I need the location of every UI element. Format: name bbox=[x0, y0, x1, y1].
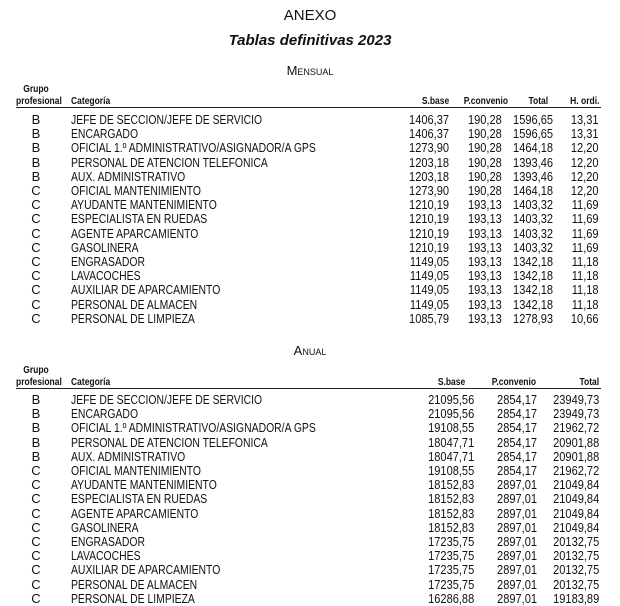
cell-total: 1464,18 bbox=[513, 140, 553, 156]
cell-pconvenio: 193,13 bbox=[468, 282, 502, 298]
cell-categoria: GASOLINERA bbox=[71, 519, 139, 535]
cell-sbase: 1149,05 bbox=[409, 296, 449, 312]
cell-pconvenio: 2897,01 bbox=[497, 491, 537, 507]
cell-total: 19183,89 bbox=[552, 590, 599, 606]
table-row bbox=[0, 255, 620, 269]
table-row bbox=[0, 127, 620, 141]
cell-total: 20901,88 bbox=[552, 448, 599, 464]
cell-grupo: C bbox=[31, 254, 41, 269]
cell-grupo: B bbox=[31, 168, 41, 184]
cell-sbase: 16286,88 bbox=[427, 590, 474, 606]
cell-total: 1342,18 bbox=[513, 268, 553, 284]
table-row bbox=[0, 478, 620, 492]
cell-total: 1342,18 bbox=[513, 282, 553, 298]
cell-grupo: B bbox=[31, 406, 41, 422]
cell-sbase: 19108,55 bbox=[427, 420, 474, 436]
cell-sbase: 1085,79 bbox=[409, 310, 449, 326]
cell-sbase: 1203,18 bbox=[409, 154, 449, 170]
cell-grupo: C bbox=[31, 505, 41, 521]
cell-grupo: C bbox=[31, 183, 41, 198]
cell-categoria: OFICIAL 1.º ADMINISTRATIVO/ASIGNADOR/A GPS bbox=[71, 140, 316, 156]
cell-grupo: C bbox=[31, 310, 41, 326]
cell-total: 1596,65 bbox=[513, 112, 553, 127]
cell-pconvenio: 2897,01 bbox=[497, 505, 537, 521]
cell-pconvenio: 193,13 bbox=[468, 211, 502, 227]
cell-grupo: C bbox=[31, 268, 41, 284]
cell-hordi: 11,18 bbox=[572, 254, 599, 269]
cell-sbase: 17235,75 bbox=[427, 548, 474, 564]
cell-sbase: 17235,75 bbox=[427, 534, 474, 549]
cell-categoria: ENGRASADOR bbox=[71, 254, 145, 269]
cell-categoria: AUX. ADMINISTRATIVO bbox=[71, 168, 186, 184]
document-subtitle: Tablas definitivas 2023 bbox=[228, 32, 392, 49]
cell-hordi: 12,20 bbox=[571, 168, 599, 184]
cell-total: 21962,72 bbox=[552, 420, 599, 436]
document-title: ANEXO bbox=[283, 7, 337, 24]
cell-pconvenio: 193,13 bbox=[468, 197, 502, 213]
cell-pconvenio: 2854,17 bbox=[497, 448, 537, 464]
cell-sbase: 21095,56 bbox=[427, 392, 474, 407]
cell-categoria: GASOLINERA bbox=[71, 239, 139, 255]
cell-pconvenio: 2897,01 bbox=[497, 548, 537, 564]
cell-grupo: C bbox=[31, 519, 41, 535]
header-pconvenio: P.convenio bbox=[491, 377, 536, 388]
header-total: Total bbox=[579, 377, 599, 388]
cell-categoria: PERSONAL DE LIMPIEZA bbox=[71, 590, 195, 606]
table-row bbox=[0, 184, 620, 198]
cell-categoria: PERSONAL DE ATENCION TELEFONICA bbox=[71, 154, 268, 170]
cell-sbase: 17235,75 bbox=[427, 562, 474, 578]
cell-categoria: PERSONAL DE ALMACEN bbox=[71, 576, 198, 592]
section-heading-anual: Anual bbox=[293, 343, 327, 358]
header-sbase: S.base bbox=[437, 377, 465, 388]
header-total: Total bbox=[528, 96, 548, 107]
cell-total: 1278,93 bbox=[513, 310, 553, 326]
cell-hordi: 11,69 bbox=[572, 239, 599, 255]
table-row bbox=[0, 141, 620, 155]
cell-pconvenio: 190,28 bbox=[468, 112, 502, 127]
cell-grupo: B bbox=[31, 420, 41, 436]
cell-sbase: 19108,55 bbox=[427, 463, 474, 478]
cell-sbase: 1273,90 bbox=[409, 183, 449, 198]
cell-sbase: 18152,83 bbox=[427, 505, 474, 521]
cell-total: 1393,46 bbox=[513, 154, 553, 170]
cell-grupo: C bbox=[31, 282, 41, 298]
cell-pconvenio: 193,13 bbox=[468, 225, 502, 241]
table-row bbox=[0, 535, 620, 549]
cell-categoria: AYUDANTE MANTENIMIENTO bbox=[71, 477, 217, 493]
cell-total: 21962,72 bbox=[552, 463, 599, 478]
section-heading-mensual: Mensual bbox=[286, 63, 334, 78]
cell-sbase: 18152,83 bbox=[427, 491, 474, 507]
cell-total: 1342,18 bbox=[513, 254, 553, 269]
cell-categoria: LAVACOCHES bbox=[71, 548, 141, 564]
cell-hordi: 11,18 bbox=[572, 282, 599, 298]
table-row bbox=[0, 492, 620, 506]
cell-pconvenio: 2854,17 bbox=[497, 392, 537, 407]
cell-grupo: C bbox=[31, 491, 41, 507]
header-grupo-1: Grupo bbox=[23, 84, 49, 95]
cell-hordi: 12,20 bbox=[571, 154, 599, 170]
cell-hordi: 10,66 bbox=[571, 310, 599, 326]
cell-hordi: 11,69 bbox=[572, 211, 599, 227]
cell-pconvenio: 193,13 bbox=[468, 239, 502, 255]
cell-grupo: B bbox=[31, 140, 41, 156]
header-grupo-2: profesional bbox=[16, 96, 62, 107]
cell-pconvenio: 2897,01 bbox=[497, 477, 537, 493]
cell-grupo: B bbox=[31, 434, 41, 450]
cell-categoria: ESPECIALISTA EN RUEDAS bbox=[71, 211, 208, 227]
cell-pconvenio: 2897,01 bbox=[497, 590, 537, 606]
cell-hordi: 11,18 bbox=[572, 268, 599, 284]
cell-sbase: 17235,75 bbox=[427, 576, 474, 592]
cell-categoria: AUX. ADMINISTRATIVO bbox=[71, 448, 186, 464]
table-row bbox=[0, 198, 620, 212]
header-hordi: H. ordi. bbox=[569, 96, 599, 107]
cell-pconvenio: 190,28 bbox=[468, 140, 502, 156]
cell-pconvenio: 2854,17 bbox=[497, 406, 537, 422]
cell-total: 20132,75 bbox=[552, 576, 599, 592]
cell-pconvenio: 193,13 bbox=[468, 310, 502, 326]
cell-grupo: B bbox=[31, 126, 41, 142]
cell-pconvenio: 2854,17 bbox=[497, 434, 537, 450]
table-row bbox=[0, 156, 620, 170]
cell-pconvenio: 2854,17 bbox=[497, 463, 537, 478]
cell-sbase: 18047,71 bbox=[427, 448, 474, 464]
cell-pconvenio: 190,28 bbox=[468, 183, 502, 198]
cell-categoria: JEFE DE SECCION/JEFE DE SERVICIO bbox=[71, 112, 263, 127]
cell-total: 21049,84 bbox=[552, 505, 599, 521]
cell-total: 1403,32 bbox=[513, 239, 553, 255]
cell-grupo: B bbox=[31, 112, 41, 127]
table-row bbox=[0, 170, 620, 184]
cell-categoria: ENCARGADO bbox=[71, 126, 139, 142]
cell-pconvenio: 2854,17 bbox=[497, 420, 537, 436]
cell-pconvenio: 193,13 bbox=[468, 296, 502, 312]
header-categoria: Categoría bbox=[71, 96, 111, 107]
cell-categoria: ENGRASADOR bbox=[71, 534, 145, 549]
cell-total: 23949,73 bbox=[552, 406, 599, 422]
cell-hordi: 12,20 bbox=[571, 140, 599, 156]
cell-pconvenio: 193,13 bbox=[468, 268, 502, 284]
cell-grupo: C bbox=[31, 239, 41, 255]
cell-total: 1403,32 bbox=[513, 197, 553, 213]
cell-pconvenio: 190,28 bbox=[468, 154, 502, 170]
cell-pconvenio: 2897,01 bbox=[497, 576, 537, 592]
cell-pconvenio: 2897,01 bbox=[497, 519, 537, 535]
cell-pconvenio: 190,28 bbox=[468, 168, 502, 184]
cell-sbase: 21095,56 bbox=[427, 406, 474, 422]
cell-categoria: PERSONAL DE ALMACEN bbox=[71, 296, 198, 312]
cell-sbase: 1149,05 bbox=[409, 254, 449, 269]
cell-categoria: ENCARGADO bbox=[71, 406, 139, 422]
header-grupo-2: profesional bbox=[16, 377, 62, 388]
header-pconvenio: P.convenio bbox=[463, 96, 508, 107]
cell-grupo: C bbox=[31, 211, 41, 227]
table-row bbox=[0, 283, 620, 297]
table-row bbox=[0, 113, 620, 127]
cell-hordi: 11,69 bbox=[572, 225, 599, 241]
cell-total: 1596,65 bbox=[513, 126, 553, 142]
table-row bbox=[0, 563, 620, 577]
cell-sbase: 18152,83 bbox=[427, 477, 474, 493]
table-row bbox=[0, 521, 620, 535]
table-row bbox=[0, 450, 620, 464]
table-row bbox=[0, 578, 620, 592]
cell-total: 21049,84 bbox=[552, 477, 599, 493]
cell-grupo: C bbox=[31, 534, 41, 549]
cell-sbase: 1210,19 bbox=[409, 225, 449, 241]
cell-grupo: C bbox=[31, 562, 41, 578]
cell-total: 23949,73 bbox=[552, 392, 599, 407]
cell-grupo: C bbox=[31, 548, 41, 564]
cell-sbase: 1210,19 bbox=[409, 239, 449, 255]
cell-grupo: C bbox=[31, 197, 41, 213]
cell-grupo: B bbox=[31, 448, 41, 464]
cell-hordi: 11,18 bbox=[572, 296, 599, 312]
cell-grupo: B bbox=[31, 154, 41, 170]
header-categoria: Categoría bbox=[71, 377, 111, 388]
cell-total: 1393,46 bbox=[513, 168, 553, 184]
cell-categoria: PERSONAL DE LIMPIEZA bbox=[71, 310, 195, 326]
table-row bbox=[0, 549, 620, 563]
cell-sbase: 1273,90 bbox=[409, 140, 449, 156]
cell-total: 20901,88 bbox=[552, 434, 599, 450]
table-row bbox=[0, 464, 620, 478]
cell-categoria: AGENTE APARCAMIENTO bbox=[71, 505, 199, 521]
table-row bbox=[0, 592, 620, 606]
cell-categoria: LAVACOCHES bbox=[71, 268, 141, 284]
table-row bbox=[0, 212, 620, 226]
cell-total: 20132,75 bbox=[552, 548, 599, 564]
cell-sbase: 1149,05 bbox=[409, 268, 449, 284]
table-row bbox=[0, 312, 620, 326]
cell-categoria: AGENTE APARCAMIENTO bbox=[71, 225, 199, 241]
cell-categoria: OFICIAL MANTENIMIENTO bbox=[71, 463, 202, 478]
cell-sbase: 1149,05 bbox=[409, 282, 449, 298]
cell-grupo: C bbox=[31, 225, 41, 241]
cell-total: 1403,32 bbox=[513, 211, 553, 227]
cell-total: 20132,75 bbox=[552, 534, 599, 549]
cell-pconvenio: 2897,01 bbox=[497, 534, 537, 549]
cell-grupo: C bbox=[31, 296, 41, 312]
cell-sbase: 1406,37 bbox=[409, 112, 449, 127]
cell-grupo: C bbox=[31, 590, 41, 606]
cell-categoria: OFICIAL 1.º ADMINISTRATIVO/ASIGNADOR/A GPS bbox=[71, 420, 316, 436]
header-rule bbox=[16, 388, 601, 389]
table-row bbox=[0, 393, 620, 407]
cell-categoria: ESPECIALISTA EN RUEDAS bbox=[71, 491, 208, 507]
table-row bbox=[0, 298, 620, 312]
cell-pconvenio: 190,28 bbox=[468, 126, 502, 142]
cell-total: 1403,32 bbox=[513, 225, 553, 241]
cell-hordi: 11,69 bbox=[572, 197, 599, 213]
header-sbase: S.base bbox=[421, 96, 449, 107]
cell-categoria: PERSONAL DE ATENCION TELEFONICA bbox=[71, 434, 268, 450]
cell-categoria: AYUDANTE MANTENIMIENTO bbox=[71, 197, 217, 213]
header-grupo-1: Grupo bbox=[23, 365, 49, 376]
cell-categoria: AUXILIAR DE APARCAMIENTO bbox=[71, 562, 221, 578]
table-row bbox=[0, 227, 620, 241]
table-row bbox=[0, 436, 620, 450]
cell-pconvenio: 2897,01 bbox=[497, 562, 537, 578]
cell-categoria: OFICIAL MANTENIMIENTO bbox=[71, 183, 202, 198]
cell-sbase: 1210,19 bbox=[409, 197, 449, 213]
cell-hordi: 12,20 bbox=[571, 183, 599, 198]
table-row bbox=[0, 241, 620, 255]
table-row bbox=[0, 407, 620, 421]
cell-total: 21049,84 bbox=[552, 519, 599, 535]
cell-sbase: 1203,18 bbox=[409, 168, 449, 184]
cell-pconvenio: 193,13 bbox=[468, 254, 502, 269]
table-row bbox=[0, 269, 620, 283]
cell-grupo: C bbox=[31, 576, 41, 592]
cell-grupo: C bbox=[31, 477, 41, 493]
cell-categoria: JEFE DE SECCION/JEFE DE SERVICIO bbox=[71, 392, 263, 407]
cell-sbase: 18047,71 bbox=[427, 434, 474, 450]
cell-sbase: 1210,19 bbox=[409, 211, 449, 227]
header-rule bbox=[16, 107, 601, 108]
cell-sbase: 18152,83 bbox=[427, 519, 474, 535]
cell-grupo: C bbox=[31, 463, 41, 478]
cell-hordi: 13,31 bbox=[571, 126, 599, 142]
cell-total: 1342,18 bbox=[513, 296, 553, 312]
cell-grupo: B bbox=[31, 392, 41, 407]
cell-total: 20132,75 bbox=[552, 562, 599, 578]
cell-hordi: 13,31 bbox=[571, 112, 599, 127]
cell-categoria: AUXILIAR DE APARCAMIENTO bbox=[71, 282, 221, 298]
table-row bbox=[0, 421, 620, 435]
cell-total: 21049,84 bbox=[552, 491, 599, 507]
cell-total: 1464,18 bbox=[513, 183, 553, 198]
table-row bbox=[0, 507, 620, 521]
cell-sbase: 1406,37 bbox=[409, 126, 449, 142]
